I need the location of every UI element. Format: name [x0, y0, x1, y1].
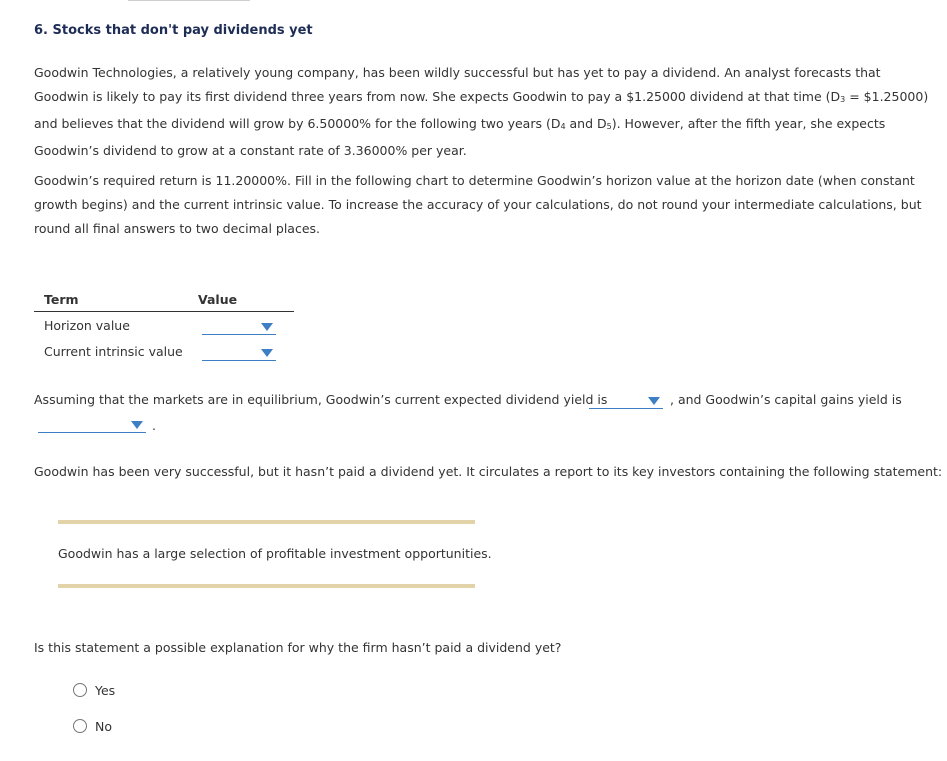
dividend-question: Is this statement a possible explanation for why the firm hasn’t paid a dividend yet? [34, 640, 562, 655]
instructions-paragraph: Goodwin’s required return is 11.20000%. Fill in the following chart to determine Goodwin’s horizon value at the horizon date (when constant growth begins) and the current intrinsic value. To increase the accuracy of your calculations, do not round your intermediate calculations, but round all final answers to two decimal places. [34, 173, 922, 236]
dropdown-arrow-icon [261, 323, 273, 331]
top-divider [128, 0, 250, 1]
value-column-header: Value [198, 292, 238, 307]
current-intrinsic-value-dropdown[interactable] [202, 344, 276, 361]
capital-gains-text: , and Goodwin’s capital gains yield is [670, 392, 902, 407]
capital-gains-yield-dropdown[interactable] [38, 416, 146, 433]
quote-top-bar [58, 520, 475, 524]
term-column-header: Term [44, 292, 79, 307]
radio-button-no[interactable] [73, 719, 87, 733]
current-intrinsic-value-label: Current intrinsic value [44, 344, 183, 359]
dropdown-arrow-icon [131, 421, 143, 429]
option-no-label: No [95, 719, 112, 734]
equilibrium-text: Assuming that the markets are in equilibrium, Goodwin’s current expected dividend yield is [34, 392, 608, 407]
problem-paragraph: Goodwin Technologies, a relatively young company, has been wildly successful but has yet to pay a dividend. An analyst forecasts that Goodwin is likely to pay its first dividend three years from now. She expects Goodwin to pay a $1.25000 dividend at that time ($D_3$ = $1.25000) and believes that the dividend will grow by 6.50000% for the following two years ($D_4$ and $D_5$). However, after the fifth year, she expects Goodwin’s dividend to grow at a constant rate of 3.36000% per year. [34, 65, 929, 158]
question-heading: 6. Stocks that don't pay dividends yet [34, 23, 313, 38]
horizon-value-dropdown[interactable] [202, 318, 276, 335]
dropdown-arrow-icon [261, 349, 273, 357]
report-paragraph: Goodwin has been very successful, but it hasn’t paid a dividend yet. It circulates a report to its key investors containing the following statement: [34, 464, 943, 479]
horizon-value-label: Horizon value [44, 318, 130, 333]
dropdown-arrow-icon [648, 397, 660, 405]
quote-bottom-bar [58, 584, 475, 588]
option-yes-label: Yes [95, 683, 116, 698]
dividend-yield-dropdown[interactable] [589, 392, 663, 409]
table-header-rule [34, 311, 294, 312]
report-statement: Goodwin has a large selection of profitable investment opportunities. [58, 546, 492, 561]
radio-button-yes[interactable] [73, 683, 87, 697]
sentence-period: . [152, 418, 156, 433]
